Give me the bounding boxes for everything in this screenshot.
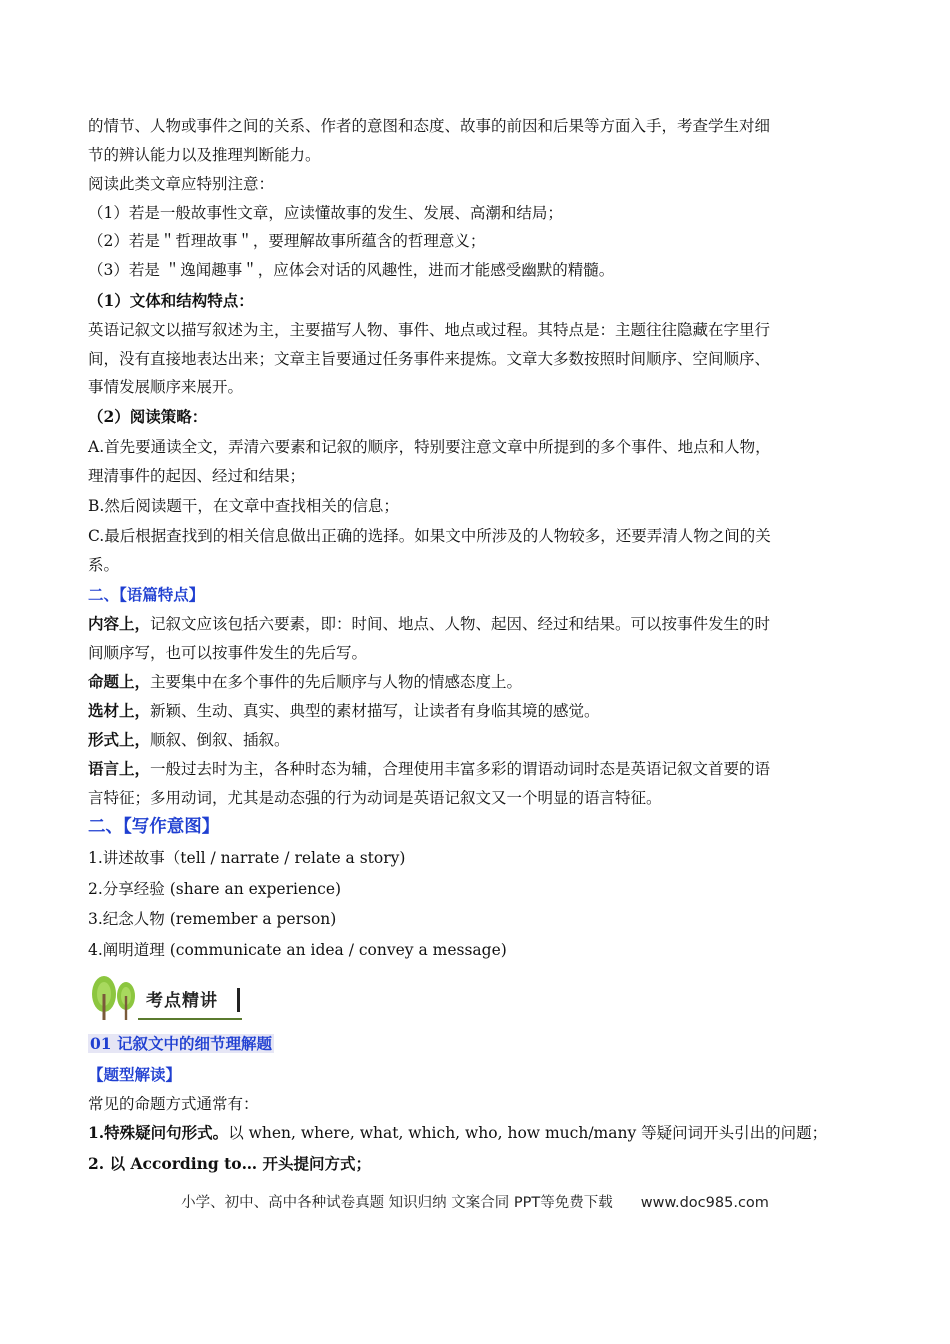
paragraph-line: A.首先要通读全文，弄清六要素和记叙的顺序，特别要注意文章中所提到的多个事件、地点和人物， <box>88 438 771 456</box>
lead-term: 选材上， <box>88 701 151 720</box>
tree-icon <box>88 972 144 1022</box>
lead-term: 内容上， <box>88 614 151 633</box>
list-item: 3.纪念人物 (remember a person) <box>88 910 337 928</box>
lead-text: 记叙文应该包括六要素，即：时间、地点、人物、起因、经过和结果。可以按事件发生的时 <box>150 615 771 633</box>
paragraph-line: 言特征；多用动词，尤其是动态强的行为动词是英语记叙文又一个明显的语言特征。 <box>88 789 662 807</box>
lead-term: 语言上， <box>88 759 151 778</box>
paragraph-line: 2. 以 According to… 开头提问方式； <box>88 1154 372 1173</box>
lead-text: 新颖、生动、真实、典型的素材描写，让读者有身临其境的感觉。 <box>150 702 600 720</box>
paragraph-line: 事情发展顺序来展开。 <box>88 378 244 396</box>
section-heading-blue: 二、【写作意图】 <box>88 817 220 837</box>
section-banner <box>88 972 248 1022</box>
lead-text: 顺叙、倒叙、插叙。 <box>150 731 290 749</box>
list-item: （1）若是一般故事性文章，应读懂故事的发生、发展、高潮和结局； <box>88 204 563 222</box>
paragraph-line <box>88 1123 868 1143</box>
paragraph-line: 系。 <box>88 556 120 574</box>
footer-text: 小学、初中、高中各种试卷真题 知识归纳 文案合同 PPT等免费下载 <box>181 1195 613 1211</box>
list-item: 2.分享经验 (share an experience) <box>88 880 342 898</box>
lead-text: 以 when, where, what, which, who, how much/many 等疑问词开头引出的问题； <box>228 1124 828 1142</box>
paragraph-line <box>88 759 868 779</box>
list-item: （3）若是 ＂逸闻趣事＂，应体会对话的风趣性，进而才能感受幽默的精髓。 <box>88 261 615 279</box>
lead-term: 形式上， <box>88 730 151 749</box>
section-heading-blue: 【题型解读】 <box>88 1065 182 1084</box>
lead-text: 一般过去时为主，各种时态为辅，合理使用丰富多彩的谓语动词时态是英语记叙文首要的语 <box>150 760 771 778</box>
paragraph-line: 间，没有直接地表达出来；文章主旨要通过任务事件来提炼。文章大多数按照时间顺序、空间顺序、 <box>88 350 771 368</box>
list-item: 1.讲述故事（tell / narrate / relate a story) <box>88 849 406 867</box>
paragraph-line: 节的辨认能力以及推理判断能力。 <box>88 146 321 164</box>
paragraph-line: 理清事件的起因、经过和结果； <box>88 467 306 485</box>
page-footer <box>0 1191 950 1212</box>
footer-url: www.doc985.com <box>640 1195 769 1211</box>
section-heading: （2）阅读策略： <box>88 407 208 426</box>
banner-title: 考点精讲 <box>146 991 218 1011</box>
lead-term: 1.特殊疑问句形式。 <box>88 1123 229 1142</box>
paragraph-line: 英语记叙文以描写叙述为主，主要描写人物、事件、地点或过程。其特点是：主题往往隐藏在字里行 <box>88 321 771 339</box>
paragraph-line: C.最后根据查找到的相关信息做出正确的选择。如果文中所涉及的人物较多，还要弄清人物之间的关 <box>88 527 771 545</box>
paragraph-line <box>88 614 868 634</box>
paragraph-line <box>88 672 868 692</box>
paragraph-line <box>88 701 868 721</box>
lead-text: 主要集中在多个事件的先后顺序与人物的情感态度上。 <box>150 673 523 691</box>
paragraph-line: 的情节、人物或事件之间的关系、作者的意图和态度、故事的前因和后果等方面入手，考查学生对细 <box>88 117 771 135</box>
section-heading: （1）文体和结构特点： <box>88 291 254 310</box>
banner-underline <box>138 1018 242 1020</box>
list-item: （2）若是＂哲理故事＂，要理解故事所蕴含的哲理意义； <box>88 232 486 250</box>
paragraph-line: 常见的命题方式通常有： <box>88 1095 259 1113</box>
paragraph-line <box>88 730 868 750</box>
subsection-title: 01 记叙文中的细节理解题 <box>90 1034 272 1053</box>
paragraph-line: 阅读此类文章应特别注意： <box>88 175 275 193</box>
subsection-title-line <box>88 1034 868 1054</box>
paragraph-line: B.然后阅读题干，在文章中查找相关的信息； <box>88 497 399 515</box>
paragraph-line: 间顺序写，也可以按事件发生的先后写。 <box>88 644 368 662</box>
list-item: 4.阐明道理 (communicate an idea / convey a message) <box>88 941 507 959</box>
cursor-bar <box>237 988 240 1012</box>
section-heading-blue: 二、【语篇特点】 <box>88 585 205 604</box>
lead-term: 命题上， <box>88 672 151 691</box>
